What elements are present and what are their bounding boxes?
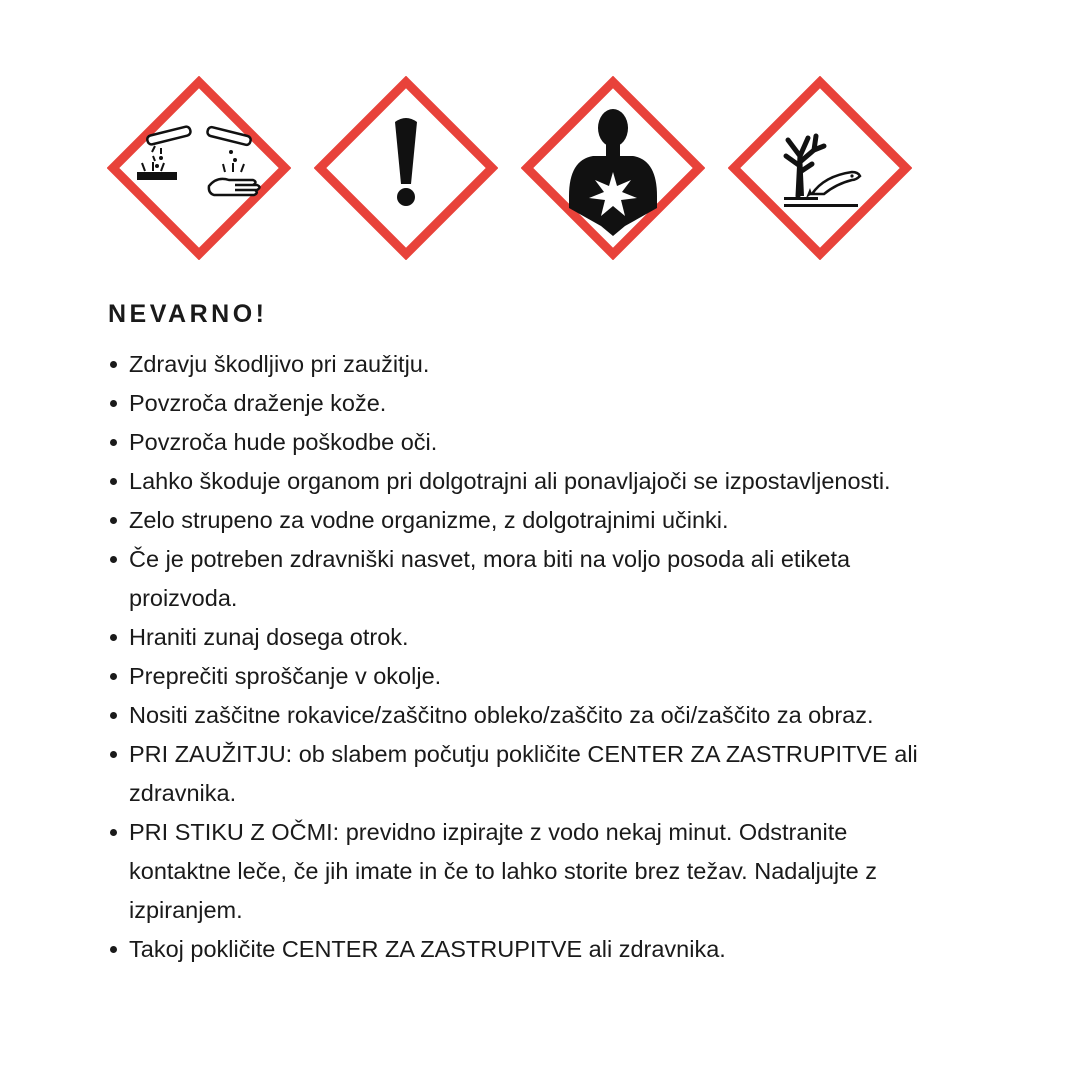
exclamation-mark-icon xyxy=(314,76,498,260)
signal-word: NEVARNO! xyxy=(108,300,268,328)
list-item: Povzroča hude poškodbe oči. xyxy=(108,423,948,462)
hazard-pictograms xyxy=(107,76,912,260)
list-item: Zelo strupeno za vodne organizme, z dolgotrajnimi učinki. xyxy=(108,501,948,540)
list-item: PRI STIKU Z OČMI: previdno izpirajte z vodo nekaj minut. Odstranite kontaktne leče, če jih imate in če to lahko storite brez težav. Nadaljujte z izpiranjem. xyxy=(108,813,948,930)
exclamation-mark-pictogram xyxy=(314,76,498,260)
list-item: Nositi zaščitne rokavice/zaščitno obleko/zaščito za oči/zaščito za obraz. xyxy=(108,696,948,735)
corrosion-icon xyxy=(107,76,291,260)
hazard-statements-list xyxy=(108,345,948,969)
environment-hazard-pictogram xyxy=(728,76,912,260)
list-item: Zdravju škodljivo pri zaužitju. xyxy=(108,345,948,384)
list-item: Takoj pokličite CENTER ZA ZASTRUPITVE ali zdravnika. xyxy=(108,930,948,969)
list-item: Lahko škoduje organom pri dolgotrajni ali ponavljajoči se izpostavljenosti. xyxy=(108,462,948,501)
health-hazard-pictogram xyxy=(521,76,705,260)
list-item: Preprečiti sproščanje v okolje. xyxy=(108,657,948,696)
corrosion-pictogram xyxy=(107,76,291,260)
list-item: Če je potreben zdravniški nasvet, mora biti na voljo posoda ali etiketa proizvoda. xyxy=(108,540,948,618)
list-item: Hraniti zunaj dosega otrok. xyxy=(108,618,948,657)
health-hazard-icon xyxy=(521,76,705,260)
list-item: Povzroča draženje kože. xyxy=(108,384,948,423)
environment-hazard-icon xyxy=(728,76,912,260)
list-item: PRI ZAUŽITJU: ob slabem počutju pokličite CENTER ZA ZASTRUPITVE ali zdravnika. xyxy=(108,735,948,813)
